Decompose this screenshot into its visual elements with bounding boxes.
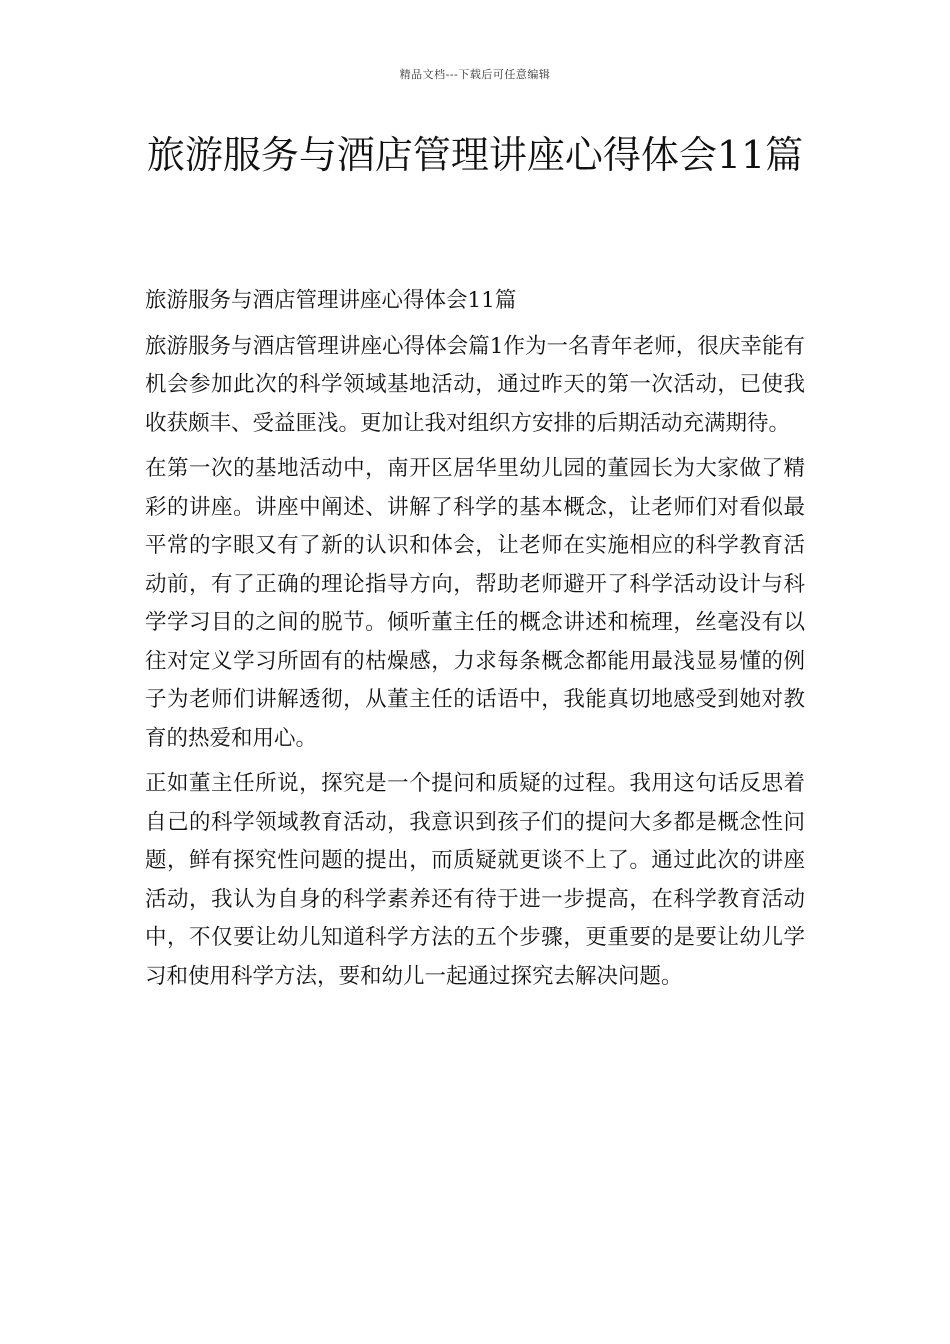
paragraph: 正如董主任所说，探究是一个提问和质疑的过程。我用这句话反思着自己的科学领域教育活动，我意识到孩子们的提问大多都是概念性问题，鲜有探究性问题的提出，而质疑就更谈不上了。通过此次的讲座活动，我认为自身的科学素养还有待于进一步提高，在科学教育活动中，不仅要让幼儿知道科学方法的五个步骤，更重要的是要让幼儿学习和使用科学方法，要和幼儿一起通过探究去解决问题。 xyxy=(145,771,805,989)
document-title: 旅游服务与酒店管理讲座心得体会11篇 xyxy=(146,133,804,177)
document-body xyxy=(145,282,805,996)
paragraph-subtitle: 旅游服务与酒店管理讲座心得体会11篇 xyxy=(145,288,517,313)
paragraph: 在第一次的基地活动中，南开区居华里幼儿园的董园长为大家做了精彩的讲座。讲座中阐述、讲解了科学的基本概念，让老师们对看似最平常的字眼又有了新的认识和体会，让老师在实施相应的科学教育活动前，有了正确的理论指导方向，帮助老师避开了科学活动设计与科学学习目的之间的脱节。倾听董主任的概念讲述和梳理，丝毫没有以往对定义学习所固有的枯燥感，力求每条概念都能用最浅显易懂的例子为老师们讲解透彻，从董主任的话语中，我能真切地感受到她对教育的热爱和用心。 xyxy=(145,456,805,751)
paragraph: 旅游服务与酒店管理讲座心得体会篇1作为一名青年老师，很庆幸能有机会参加此次的科学领域基地活动，通过昨天的第一次活动，已使我收获颇丰、受益匪浅。更加让我对组织方安排的后期活动充满期待。 xyxy=(145,333,805,436)
header-note: 精品文档---下载后可任意编辑 xyxy=(399,68,551,81)
